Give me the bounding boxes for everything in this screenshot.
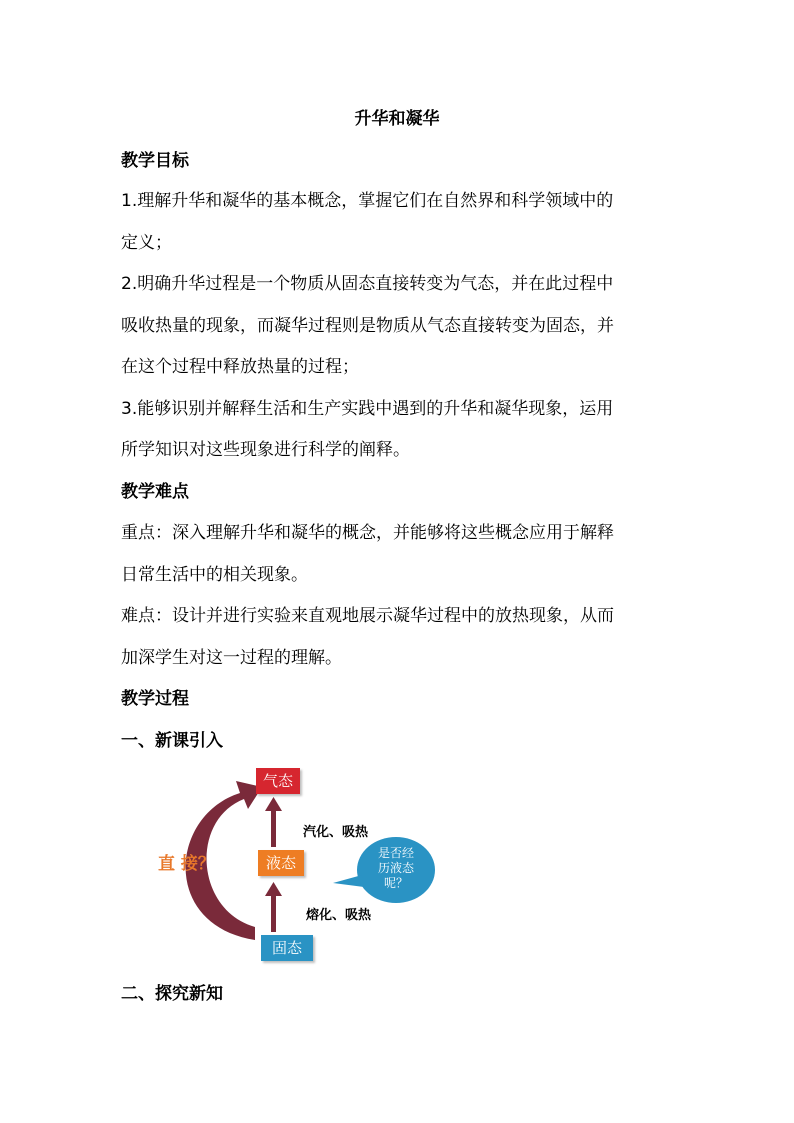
solid-to-liquid-arrow [265,882,282,932]
process-heading: 教学过程 [121,689,189,709]
part1-heading: 一、新课引入 [121,731,223,751]
goal-2-line-1: 2.明确升华过程是一个物质从固态直接转变为气态，并在此过程中 [121,274,614,294]
direct-question-label: 直 接？ [158,854,215,874]
difficult-point-line-1: 难点：设计并进行实验来直观地展示凝华过程中的放热现象，从而 [121,606,614,626]
goal-2-line-2: 吸收热量的现象，而凝华过程则是物质从气态直接转变为固态，并 [121,316,614,336]
goal-1-line-2: 定义； [121,233,172,253]
vaporize-label: 汽化、吸热 [303,825,369,840]
part2-heading: 二、探究新知 [121,984,223,1004]
difficulty-heading: 教学难点 [121,482,189,502]
goal-3-line-2: 所学知识对这些现象进行科学的阐释。 [121,440,410,460]
melt-label: 熔化、吸热 [306,908,372,923]
goal-3-line-1: 3.能够识别并解释生活和生产实践中遇到的升华和凝华现象，运用 [121,399,614,419]
key-point-line-1: 重点：深入理解升华和凝华的概念，并能够将这些概念应用于解释 [121,523,614,543]
gas-box: 气态 [256,768,300,794]
difficult-point-line-2: 加深学生对这一过程的理解。 [121,648,342,668]
key-point-line-2: 日常生活中的相关现象。 [121,565,308,585]
liquid-box: 液态 [258,850,304,876]
solid-box: 固态 [261,935,313,961]
bubble-line-3: 呢？ [383,876,408,890]
goal-2-line-3: 在这个过程中释放热量的过程； [121,357,359,377]
bubble-line-1: 是否经 [377,846,414,860]
goals-heading: 教学目标 [121,151,189,171]
bubble-text [362,846,430,891]
liquid-to-gas-arrow [265,797,282,847]
bubble-line-2: 历液态 [377,861,414,875]
page-title: 升华和凝华 [354,109,440,129]
goal-1-line-1: 1.理解升华和凝华的基本概念，掌握它们在自然界和科学领域中的 [121,191,614,211]
state-change-diagram [150,765,450,970]
